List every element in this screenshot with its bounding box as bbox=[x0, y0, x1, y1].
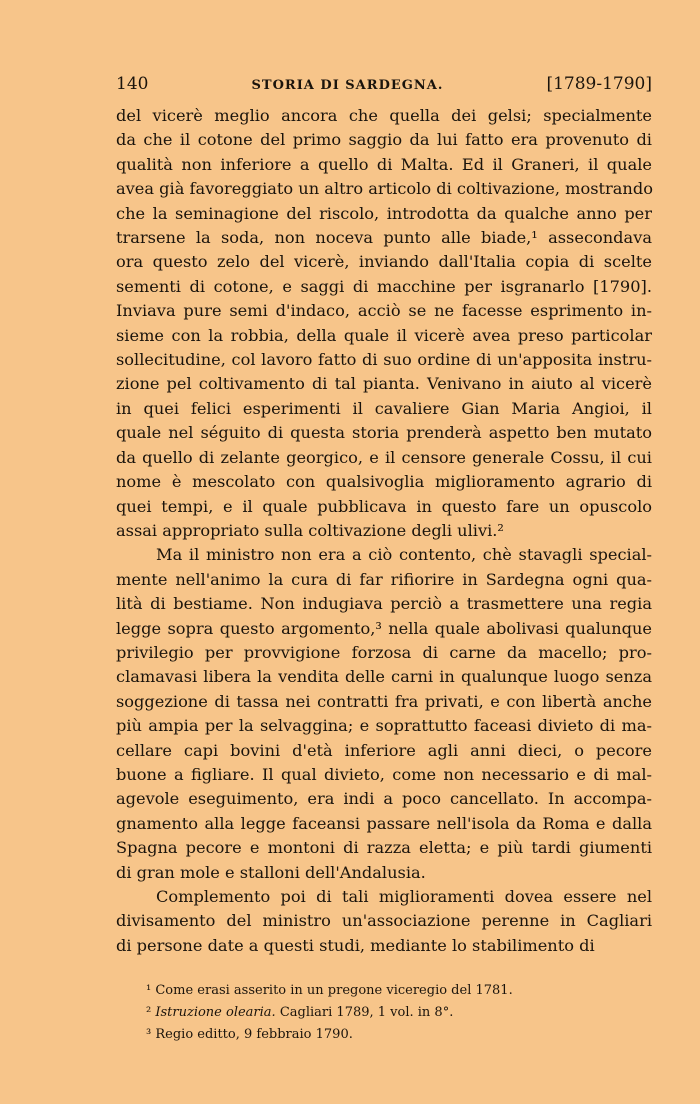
page bbox=[116, 74, 652, 1046]
body-text bbox=[116, 104, 652, 958]
text-line: sollecitudine, col lavoro fatto di suo ordine di un'apposita instru- bbox=[116, 350, 652, 370]
text-line: clamavasi libera la vendita delle carni in qualunque luogo senza bbox=[116, 667, 652, 687]
text-line: da quello di zelante georgico, e il censore generale Cossu, il cui bbox=[116, 447, 652, 467]
text-line: quale nel séguito di questa storia prenderà aspetto ben mutato bbox=[116, 423, 652, 443]
text-line: di persone date a questi studi, mediante lo stabilimento di bbox=[116, 935, 595, 955]
footnote bbox=[146, 1002, 652, 1024]
text-line: del vicerè meglio ancora che quella dei gelsi; specialmente bbox=[116, 106, 652, 125]
text-line: in quei felici esperimenti il cavaliere Gian Maria Angioi, il bbox=[116, 398, 652, 418]
footnote-mark: ¹ bbox=[146, 983, 152, 999]
footnote-text: Cagliari 1789, 1 vol. in 8°. bbox=[275, 1005, 454, 1021]
text-line: da che il cotone del primo saggio da lui fatto era provenuto di bbox=[116, 130, 652, 150]
text-line: che la seminagione del riscolo, introdotta da qualche anno per bbox=[116, 203, 652, 223]
text-line: buone a figliare. Il qual divieto, come non necessario e di mal- bbox=[116, 764, 652, 784]
text-line: Inviava pure semi d'indaco, acciò se ne facesse esprimento in- bbox=[116, 301, 652, 321]
text-line: divisamento del ministro un'associazione perenne in Cagliari bbox=[116, 911, 652, 931]
year-range: [1789-1790] bbox=[546, 74, 652, 94]
footnote-title: Istruzione olearia. bbox=[155, 1005, 276, 1021]
text-line: Ma il ministro non era a ciò contento, chè stavagli special- bbox=[156, 545, 652, 565]
footnote bbox=[146, 980, 652, 1002]
text-line: soggezione di tassa nei contratti fra privati, e con libertà anche bbox=[116, 691, 652, 711]
text-line: zione pel coltivamento di tal pianta. Venivano in aiuto al vicerè bbox=[116, 374, 652, 394]
text-line: mente nell'animo la cura di far rifiorire in Sardegna ogni qua- bbox=[116, 569, 652, 589]
running-title: STORIA DI SARDEGNA. bbox=[251, 78, 444, 93]
text-line: agevole eseguimento, era indi a poco cancellato. In accompa- bbox=[116, 789, 652, 809]
paragraph bbox=[116, 543, 652, 885]
text-line: Spagna pecore e montoni di razza eletta; e più tardi giumenti bbox=[116, 838, 652, 858]
text-line: di gran mole e stalloni dell'Andalusia. bbox=[116, 862, 426, 882]
paragraph bbox=[116, 104, 652, 543]
footnote-text: Regio editto, 9 febbraio 1790. bbox=[155, 1027, 353, 1043]
text-line: assai appropriato sulla coltivazione degli ulivi.² bbox=[116, 520, 504, 540]
text-line: sieme con la robbia, della quale il vicerè avea preso particolar bbox=[116, 325, 652, 345]
text-line: gnamento alla legge faceansi passare nell'isola da Roma e dalla bbox=[116, 813, 652, 833]
text-line: privilegio per provvigione forzosa di carne da macello; pro- bbox=[116, 642, 652, 662]
footnote-mark: ² bbox=[146, 1005, 152, 1021]
footnote bbox=[146, 1024, 652, 1046]
text-line: nome è mescolato con qualsivoglia miglioramento agrario di bbox=[116, 472, 652, 492]
text-line: avea già favoreggiato un altro articolo di coltivazione, mostrando bbox=[116, 179, 653, 199]
text-line: sementi di cotone, e saggi di macchine per isgranarlo [1790]. bbox=[116, 276, 652, 296]
footnote-text: Come erasi asserito in un pregone viceregio del 1781. bbox=[155, 983, 513, 999]
text-line: cellare capi bovini d'età inferiore agli anni dieci, o pecore bbox=[116, 740, 652, 760]
text-line: ora questo zelo del vicerè, inviando dall'Italia copia di scelte bbox=[116, 252, 652, 272]
page-number: 140 bbox=[116, 74, 149, 94]
footnotes bbox=[116, 980, 652, 1046]
running-header bbox=[116, 74, 652, 104]
text-line: più ampia per la selvaggina; e soprattutto faceasi divieto di ma- bbox=[116, 716, 652, 736]
text-line: trarsene la soda, non noceva punto alle biade,¹ assecondava bbox=[116, 228, 652, 248]
paragraph bbox=[116, 885, 652, 958]
text-line: quei tempi, e il quale pubblicava in questo fare un opuscolo bbox=[116, 496, 652, 516]
text-line: Complemento poi di tali miglioramenti dovea essere nel bbox=[156, 887, 652, 906]
text-line: qualità non inferiore a quello di Malta. Ed il Graneri, il quale bbox=[116, 154, 652, 174]
footnote-mark: ³ bbox=[146, 1027, 152, 1043]
text-line: lità di bestiame. Non indugiava perciò a trasmettere una regia bbox=[116, 594, 652, 614]
text-line: legge sopra questo argomento,³ nella quale abolivasi qualunque bbox=[116, 618, 652, 638]
